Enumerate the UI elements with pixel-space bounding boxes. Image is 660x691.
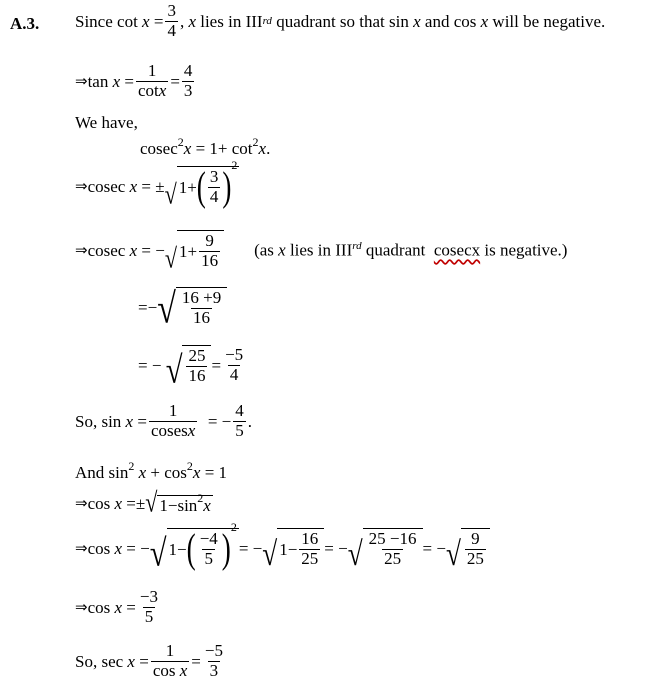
note [254,241,567,259]
numerator: 16 [301,529,319,548]
equals: = [126,597,136,617]
line-6 [75,230,568,275]
implies-icon: ⇒ [75,71,88,90]
implies-icon: ⇒ [75,538,88,557]
radical-icon: √ [145,486,158,518]
var-x: x [127,651,135,671]
quadrant-text: quadrant so that sin [276,11,409,31]
numerator: −4 [199,529,218,548]
numerator: 25 −16 [368,529,417,548]
var-x: x [125,411,134,431]
var-x: x [129,240,138,260]
superscript-2: 2 [177,135,184,149]
minus: = − [126,538,150,558]
plus-minus: =± [126,493,146,513]
denominator: 5 [144,606,154,626]
minus: = − [207,411,232,431]
negative-text: will be negative. [492,11,606,31]
period: . [266,139,271,158]
denominator: 16 [188,365,206,385]
sqrt-8 [347,528,423,573]
question-label: A.3. [10,14,40,33]
numerator: 1 [147,61,157,80]
left-paren-icon: ( [186,525,196,571]
one-minus: 1− [168,539,187,559]
numerator: 25 [188,346,206,365]
numerator: 9 [205,231,214,250]
radicand [461,528,490,568]
radicand [176,287,227,327]
radicand [177,230,224,270]
minus: = − [324,538,348,558]
cosec-text: cosec [140,139,178,158]
var-x: x [188,11,196,31]
cot-text: cot [138,80,159,100]
radicand [182,345,211,385]
line-2 [75,62,196,100]
equals: = [211,355,222,375]
line-1 [75,2,605,40]
var-x: x [413,11,421,31]
superscript-2: 2 [252,135,259,149]
cos-text: cos [87,597,111,617]
minus: = − [141,240,165,260]
var-x: x [187,420,196,440]
denominator: 4 [167,20,176,40]
radicand [157,490,212,516]
var-x: x [129,176,138,196]
cosec-text: cosec [87,240,126,260]
equals: = [191,651,201,671]
so-sec-text: So, sec [75,651,124,671]
denominator: 25 [384,548,402,568]
numerator: 1 [165,641,175,660]
numerator: 4 [235,401,244,420]
cos-text: cos [152,660,176,680]
fraction-9-16 [199,232,220,270]
fraction-25-16 [180,289,223,327]
implies-icon: ⇒ [75,597,88,616]
radical-icon: √ [165,348,183,391]
lies-text: lies in III [200,11,263,31]
implies-icon: ⇒ [75,240,88,259]
spellcheck-word: cosecx [433,241,481,261]
fraction-16-25 [299,530,320,568]
superscript-2: 2 [230,520,237,535]
denominator: 4 [229,364,239,384]
fraction-9-25 [367,530,419,568]
var-x: x [114,597,123,617]
one-plus: 1+ [178,177,197,197]
line-14 [75,642,227,680]
minus: = − [422,538,446,558]
var-x: x [192,463,201,482]
var-x: x [142,11,150,31]
var-x: x [114,493,123,513]
superscript-2: 2 [197,490,204,505]
numerator: 9 [471,529,480,548]
identity-text: = 1+ cot [195,139,253,158]
radicand [167,520,239,571]
var-x: x [158,80,167,100]
numerator: 3 [167,1,176,20]
line-11 [75,486,213,518]
fraction-neg5-3 [203,642,225,680]
fraction-1-cosx [151,642,189,680]
var-x: x [203,496,211,516]
var-x: x [138,463,147,482]
denominator: 5 [204,548,213,568]
line-13 [75,588,162,626]
numerator: −5 [225,345,244,364]
denominator [149,421,197,441]
we-have-text: We have, [75,113,138,132]
one-plus: 1+ [178,241,198,261]
denominator: 16 [201,250,219,270]
equals: = [139,651,149,671]
fraction-4-3 [182,62,195,100]
equals: = [124,71,134,91]
note-as: (as [254,241,274,261]
line-8 [138,345,247,391]
fraction-3-4 [165,2,178,40]
var-x: x [179,660,188,680]
sqrt-5 [145,486,213,518]
numerator: −3 [139,587,158,606]
minus: =− [138,297,158,317]
fraction-3-4 [208,168,221,206]
fraction-25-16 [186,347,207,385]
one-minus: 1− [159,496,178,516]
line-10 [75,459,228,482]
var-x: x [480,11,489,31]
sqrt-9 [445,528,490,573]
numerator: −5 [204,641,223,660]
denominator: 25 [301,548,319,568]
right-paren-icon: ) [221,525,231,571]
tan-text: tan [87,71,109,91]
line-5 [75,158,239,211]
radical-icon: √ [164,243,177,275]
since-cot-text: Since cot [75,11,138,31]
superscript-rd: rd [352,240,362,253]
superscript-2: 2 [231,158,238,173]
numerator: 4 [183,61,193,80]
radical-icon: √ [149,531,167,574]
fraction-neg5-4 [223,346,245,384]
line-9 [75,402,252,440]
var-x: x [183,139,192,158]
note-negative: is negative.) [484,241,568,261]
superscript-2: 2 [128,459,135,473]
fraction-neg4-5 [198,530,220,568]
denominator: 16 [193,307,211,327]
fraction-9-25 [465,530,486,568]
radicand [277,528,324,568]
and-sin-text: And sin [75,463,129,482]
right-paren-icon: ) [222,163,232,209]
implies-icon: ⇒ [75,176,88,195]
period: . [247,411,252,431]
superscript-2: 2 [186,459,193,473]
line-7 [138,286,227,333]
numerator: 3 [209,167,219,186]
implies-icon: ⇒ [75,493,88,512]
equals: = [170,71,180,91]
cosec-text: cosec [87,176,126,196]
radical-icon: √ [164,179,177,211]
sin-text: sin [177,496,198,516]
superscript-rd: rd [262,14,272,27]
radical-icon: √ [262,535,278,573]
left-paren-icon: ( [196,163,206,209]
radical-icon: √ [347,535,363,573]
fraction-neg3-5 [138,588,160,626]
one-minus: 1− [279,539,298,559]
radicand [177,158,240,209]
note-quadrant: quadrant [365,241,426,261]
equals: = [153,11,164,31]
sqrt-1 [164,158,240,211]
so-sin-text: So, sin [75,411,122,431]
sqrt-4 [165,345,212,391]
var-x: x [114,538,123,558]
and-cos-text: and cos [424,11,477,31]
denominator: 25 [466,548,484,568]
denominator: 5 [235,420,244,440]
line-12 [75,520,490,574]
minus: = − [138,355,162,375]
sqrt-3 [157,286,227,333]
sqrt-7 [262,528,324,573]
denominator [151,661,189,681]
denominator [136,81,168,101]
radicand [363,528,423,568]
plus-minus: = ± [141,176,165,196]
numerator: 1 [168,401,178,420]
line-4 [140,135,271,158]
minus: = − [238,538,263,558]
denominator: 4 [209,186,219,206]
radical-icon: √ [445,535,461,573]
numerator: 16 +9 [181,288,222,307]
comma: , [179,11,185,31]
var-x: x [278,241,286,261]
fraction-4-5 [233,402,246,440]
note-lies: lies in III [289,241,353,261]
equals-one: = 1 [204,463,228,482]
var-x: x [112,71,121,91]
coses-text: coses [150,420,188,440]
equals: = [137,411,147,431]
denominator: 3 [183,80,193,100]
denominator: 3 [209,660,219,680]
cos-text: cos [87,538,111,558]
sqrt-2 [164,230,224,275]
cos-text: cos [87,493,111,513]
fraction-1-cotx [136,62,168,100]
radical-icon: √ [157,286,176,333]
var-x: x [258,139,267,158]
plus-cos-text: + cos [150,463,187,482]
fraction-1-cosesx [149,402,197,440]
sqrt-6 [149,520,239,574]
